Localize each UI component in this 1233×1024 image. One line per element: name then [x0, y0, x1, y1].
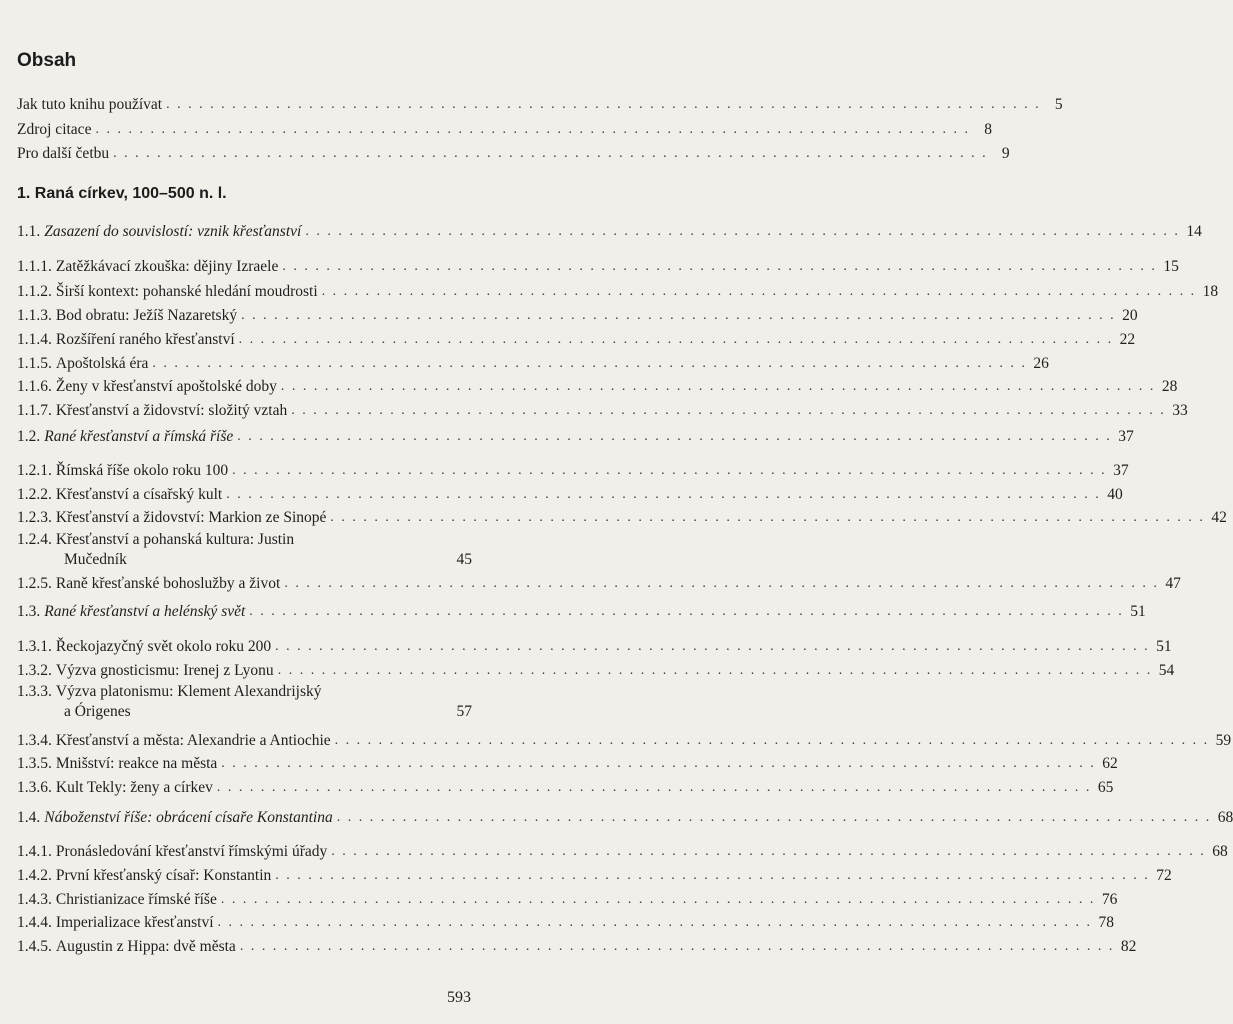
entry-number: 1.2.	[17, 428, 41, 445]
entry-title: Kult Tekly: ženy a církev	[55, 779, 213, 796]
entry-page: 51	[1156, 638, 1172, 655]
entry-title: Výzva platonismu: Klement Alexandrijský	[55, 683, 322, 700]
toc-entry	[17, 806, 1233, 828]
toc-entry	[17, 776, 1114, 798]
leader-dots	[274, 661, 1157, 681]
entry-title: Křesťanství a židovství: složitý vztah	[55, 402, 288, 419]
entry-number: 1.2.2.	[17, 486, 52, 503]
leader-dots	[233, 427, 1116, 447]
entry-page: 82	[1120, 938, 1137, 955]
entry-number: 1.2.1.	[17, 462, 52, 479]
toc-entry	[17, 142, 1010, 164]
entry-title: První křesťanský císař: Konstantin	[55, 867, 272, 884]
entry-page: 20	[1122, 307, 1138, 324]
entry-number: 1.1.6.	[17, 378, 52, 395]
entry-title: Ženy v křesťanství apoštolské doby	[55, 378, 277, 395]
leader-dots	[236, 937, 1119, 957]
entry-title-continued: Mučedník	[64, 551, 127, 568]
entry-page: 51	[1130, 603, 1146, 620]
entry-page: 22	[1119, 331, 1136, 348]
entry-page: 37	[1113, 462, 1129, 479]
page-number: 593	[447, 989, 471, 1006]
leader-dots	[217, 890, 1100, 910]
leader-dots	[237, 306, 1120, 326]
entry-number: 1.1.7.	[17, 402, 52, 419]
entry-page: 5	[1054, 96, 1063, 113]
leader-dots	[331, 731, 1214, 751]
toc-entry	[17, 220, 1202, 242]
toc-entry	[17, 425, 1134, 447]
toc-entry	[17, 255, 1179, 277]
leader-dots	[245, 602, 1128, 622]
leader-dots	[131, 702, 457, 722]
toc-entry	[17, 911, 1115, 933]
entry-page: 72	[1156, 867, 1172, 884]
leader-dots	[222, 485, 1105, 505]
entry-number: 1.2.3.	[17, 509, 52, 526]
entry-page: 68	[1217, 809, 1233, 826]
entry-number: 1.4.3.	[17, 891, 52, 908]
entry-title: Mnišství: reakce na města	[55, 755, 218, 772]
toc-entry	[17, 635, 1172, 657]
leader-dots	[287, 401, 1170, 421]
entry-number: 1.1.2.	[17, 283, 52, 300]
entry-page: 76	[1101, 891, 1118, 908]
entry-page: 57	[456, 703, 472, 720]
leader-dots	[162, 95, 1045, 115]
entry-number: 1.2.5.	[17, 575, 52, 592]
entry-number: 1.3.3.	[17, 683, 52, 700]
entry-number: 1.3.5.	[17, 755, 52, 772]
toc-entry	[17, 483, 1123, 505]
toc-entry	[17, 572, 1181, 594]
entry-title: Apoštolská éra	[55, 355, 149, 372]
entry-number: 1.4.5.	[17, 938, 52, 955]
entry-page: 59	[1215, 732, 1232, 749]
toc-entry	[17, 399, 1188, 421]
entry-number: 1.1.1.	[17, 258, 52, 275]
entry-number: 1.1.4.	[17, 331, 52, 348]
entry-title: Křesťanství a pohanská kultura: Justin	[55, 531, 295, 548]
entry-title: Náboženství říše: obrácení císaře Konstantina	[44, 809, 333, 826]
chapter-heading: 1. Raná církev, 100–500 n. l.	[17, 185, 227, 202]
toc-entry	[17, 459, 1129, 481]
entry-number: 1.1.5.	[17, 355, 52, 372]
leader-dots	[318, 282, 1201, 302]
toc-entry	[17, 506, 1227, 528]
toc-entry	[17, 659, 1175, 681]
toc-entry	[17, 864, 1172, 886]
leader-dots	[228, 461, 1111, 481]
entry-title: Rané křesťanství a římská říše	[44, 428, 234, 445]
entry-number: 1.3.2.	[17, 662, 52, 679]
entry-page: 18	[1202, 283, 1219, 300]
entry-page: 9	[1001, 145, 1010, 162]
entry-number: 1.3.	[17, 603, 41, 620]
toc-heading: Obsah	[17, 50, 77, 71]
entry-page: 15	[1163, 258, 1179, 275]
entry-page: 26	[1033, 355, 1049, 372]
leader-dots	[326, 508, 1209, 528]
entry-title: Římská říše okolo roku 100	[55, 462, 229, 479]
entry-title: Raně křesťanské bohoslužby a život	[55, 575, 281, 592]
leader-dots	[127, 550, 457, 570]
entry-title-continued: a Órigenes	[64, 703, 131, 720]
leader-dots	[278, 257, 1161, 277]
entry-number: 1.1.	[17, 223, 41, 240]
entry-title: Rané křesťanství a helénský svět	[44, 603, 246, 620]
entry-title: Bod obratu: Ježíš Nazaretský	[55, 307, 238, 324]
entry-page: 78	[1098, 914, 1115, 931]
entry-number: 1.3.6.	[17, 779, 52, 796]
entry-title: Výzva gnosticismu: Irenej z Lyonu	[55, 662, 274, 679]
leader-dots	[109, 144, 992, 164]
entry-title: Zasazení do souvislostí: vznik křesťanství	[44, 223, 302, 240]
leader-dots	[280, 574, 1163, 594]
leader-dots	[301, 222, 1184, 242]
entry-number: 1.3.1.	[17, 638, 52, 655]
toc-entry	[17, 530, 472, 570]
entry-title: Rozšíření raného křesťanství	[55, 331, 235, 348]
entry-number: 1.1.3.	[17, 307, 52, 324]
toc-entry	[17, 280, 1219, 302]
toc-entry	[17, 93, 1063, 115]
toc-entry	[17, 935, 1137, 957]
leader-dots	[217, 754, 1100, 774]
entry-number: 1.4.1.	[17, 843, 52, 860]
leader-dots	[271, 866, 1154, 886]
entry-page: 65	[1097, 779, 1114, 796]
entry-number: 1.4.2.	[17, 867, 52, 884]
entry-title: Jak tuto knihu používat	[17, 96, 163, 113]
entry-page: 40	[1107, 486, 1123, 503]
entry-title: Pronásledování křesťanství římskými úřady	[55, 843, 328, 860]
entry-number: 1.4.	[17, 809, 41, 826]
entry-page: 33	[1172, 402, 1188, 419]
entry-page: 68	[1212, 843, 1228, 860]
toc-entry	[17, 375, 1178, 397]
toc-entry	[17, 729, 1232, 751]
toc-entry	[17, 328, 1136, 350]
entry-title: Zatěžkávací zkouška: dějiny Izraele	[55, 258, 279, 275]
entry-title: Řeckojazyčný svět okolo roku 200	[55, 638, 272, 655]
entry-title: Křesťanství a města: Alexandrie a Antiochie	[55, 732, 331, 749]
entry-number: 1.4.4.	[17, 914, 52, 931]
entry-page: 42	[1211, 509, 1227, 526]
toc-entry	[17, 118, 992, 140]
leader-dots	[213, 778, 1096, 798]
toc-entry	[17, 752, 1118, 774]
leader-dots	[277, 377, 1160, 397]
entry-title: Širší kontext: pohanské hledání moudrosti	[55, 283, 318, 300]
leader-dots	[333, 808, 1216, 828]
entry-page: 54	[1158, 662, 1175, 679]
entry-title: Augustin z Hippa: dvě města	[55, 938, 236, 955]
toc-entry	[17, 600, 1146, 622]
entry-page: 47	[1165, 575, 1181, 592]
entry-page: 14	[1186, 223, 1202, 240]
leader-dots	[327, 842, 1210, 862]
toc-entry	[17, 888, 1118, 910]
entry-page: 62	[1102, 755, 1118, 772]
entry-number: 1.2.4.	[17, 531, 52, 548]
toc-entry	[17, 682, 472, 722]
entry-title: Imperializace křesťanství	[55, 914, 214, 931]
leader-dots	[271, 637, 1154, 657]
leader-dots	[91, 120, 974, 140]
toc-entry	[17, 304, 1138, 326]
entry-title: Křesťanství a židovství: Markion ze Sinopé	[55, 509, 327, 526]
entry-title: Křesťanství a císařský kult	[55, 486, 223, 503]
entry-title: Pro další četbu	[17, 145, 110, 162]
entry-title: Zdroj citace	[17, 121, 92, 138]
toc-entry	[17, 840, 1228, 862]
entry-page: 8	[984, 121, 992, 138]
entry-title: Christianizace římské říše	[55, 891, 217, 908]
entry-number: 1.3.4.	[17, 732, 52, 749]
entry-page: 37	[1118, 428, 1134, 445]
entry-page: 28	[1161, 378, 1178, 395]
entry-page: 45	[456, 551, 472, 568]
leader-dots	[214, 913, 1097, 933]
toc-entry	[17, 352, 1049, 374]
leader-dots	[148, 354, 1031, 374]
leader-dots	[235, 330, 1118, 350]
